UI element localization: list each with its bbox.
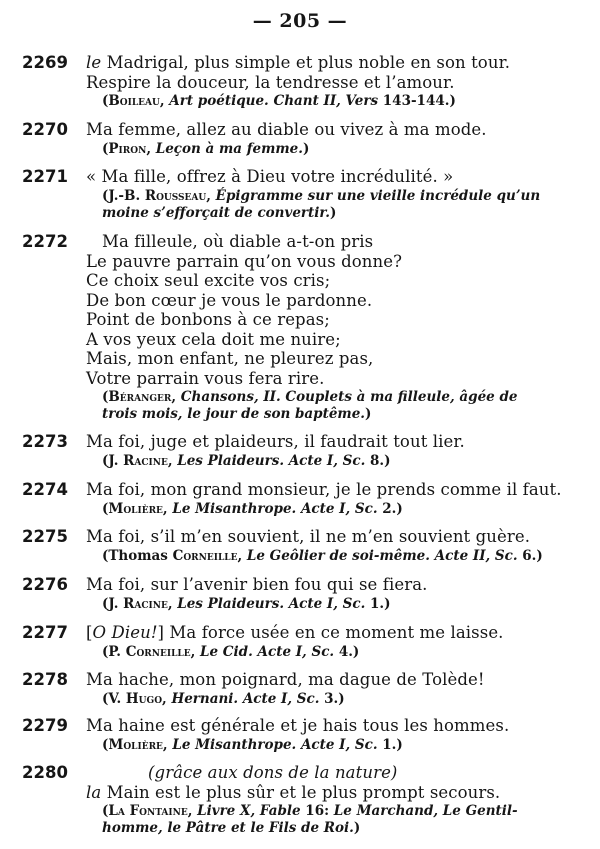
- citation-continued: homme, le Pâtre et le Fils de Roi.): [102, 820, 361, 836]
- quote-line: le Madrigal, plus simple et plus noble en son tour.: [86, 53, 511, 72]
- citation: (Thomas Corneille, Le Geôlier de soi-même. Acte II, Sc. 6.): [102, 547, 543, 564]
- quote-line: (grâce aux dons de la nature): [148, 763, 398, 782]
- citation: (V. Hugo, Hernani. Acte I, Sc. 3.): [102, 690, 345, 707]
- quote-entry: [22, 670, 582, 708]
- quote-entry: [22, 763, 582, 837]
- citation: (P. Corneille, Le Cid. Acte I, Sc. 4.): [102, 643, 360, 660]
- verse-line: Point de bonbons à ce repas;: [86, 310, 330, 329]
- entry-number: 2269: [22, 53, 68, 72]
- entry-number: 2276: [22, 575, 68, 594]
- quote-entry: [22, 120, 582, 158]
- entry-number: 2280: [22, 763, 68, 782]
- quote-entry: [22, 575, 582, 613]
- verse-line: De bon cœur je vous le pardonne.: [86, 290, 373, 310]
- verse-line: A vos yeux cela doit me nuire;: [86, 329, 341, 349]
- quote-line: Ma foi, juge et plaideurs, il faudrait tout lier.: [86, 432, 465, 451]
- entry-number: 2275: [22, 527, 68, 546]
- page-number: — 205 —: [252, 10, 348, 32]
- entry-number: 2274: [22, 480, 68, 499]
- quote-line: Ma foi, mon grand monsieur, je le prends comme il faut.: [86, 480, 562, 499]
- citation: (Béranger, Chansons, II. Couplets à ma filleule, âgée de: [102, 389, 518, 405]
- entry-number: 2273: [22, 432, 68, 451]
- entry-number: 2270: [22, 120, 68, 139]
- quote-entry: [22, 232, 582, 423]
- citation: (Molière, Le Misanthrope. Acte I, Sc. 1.): [102, 736, 403, 753]
- quote-line: Ma foi, s’il m’en souvient, il ne m’en souvient guère.: [86, 527, 531, 546]
- verse-line: Le pauvre parrain qu’on vous donne?: [86, 251, 403, 271]
- entry-number: 2271: [22, 167, 68, 186]
- citation: (Molière, Le Misanthrope. Acte I, Sc. 2.): [102, 500, 403, 517]
- quote-entry: [22, 480, 582, 518]
- citation-continued: moine s’efforçait de convertir.): [102, 204, 337, 221]
- quote-entry: [22, 167, 582, 222]
- citation: (Boileau, Art poétique. Chant II, Vers 143-144.): [102, 93, 456, 109]
- citation: (J. Racine, Les Plaideurs. Acte I, Sc. 1.): [102, 595, 391, 612]
- quote-entry: [22, 53, 582, 110]
- citation-continued: trois mois, le jour de son baptême.): [102, 406, 372, 422]
- verse-line: Mais, mon enfant, ne pleurez pas,: [86, 349, 374, 368]
- quote-line: Ma haine est générale et je hais tous les hommes.: [86, 716, 510, 735]
- citation: (J. Racine, Les Plaideurs. Acte I, Sc. 8.): [102, 452, 391, 469]
- verse-line: Ce choix seul excite vos cris;: [86, 271, 331, 290]
- verse-line: Ma filleule, où diable a-t-on pris: [102, 232, 374, 251]
- quote-line: [O Dieu!] Ma force usée en ce moment me laisse.: [86, 623, 504, 642]
- quote-entry: [22, 527, 582, 565]
- quote-line: Ma foi, sur l’avenir bien fou qui se fiera.: [86, 575, 428, 594]
- citation: (J.-B. Rousseau, Épigramme sur une vieille incrédule qu’un: [102, 187, 541, 204]
- quote-line: Respire la douceur, la tendresse et l’amour.: [86, 72, 455, 92]
- quote-line: la Main est le plus sûr et le plus prompt secours.: [86, 782, 501, 802]
- quote-entry: [22, 432, 582, 470]
- quote-line: Ma femme, allez au diable ou vivez à ma mode.: [86, 120, 487, 139]
- quote-entry: [22, 623, 582, 661]
- entry-number: 2279: [22, 716, 68, 735]
- quote-entry: [22, 716, 582, 754]
- entry-number: 2277: [22, 623, 68, 642]
- verse-line: Votre parrain vous fera rire.: [86, 368, 325, 388]
- citation: (La Fontaine, Livre X, Fable 16: Le Marchand, Le Gentil-: [102, 803, 518, 819]
- quote-line: Ma hache, mon poignard, ma dague de Tolède!: [86, 670, 485, 689]
- entry-number: 2278: [22, 670, 68, 689]
- citation: (Piron, Leçon à ma femme.): [102, 140, 310, 157]
- entry-number: 2272: [22, 232, 68, 251]
- quote-line: « Ma fille, offrez à Dieu votre incrédulité. »: [86, 167, 454, 186]
